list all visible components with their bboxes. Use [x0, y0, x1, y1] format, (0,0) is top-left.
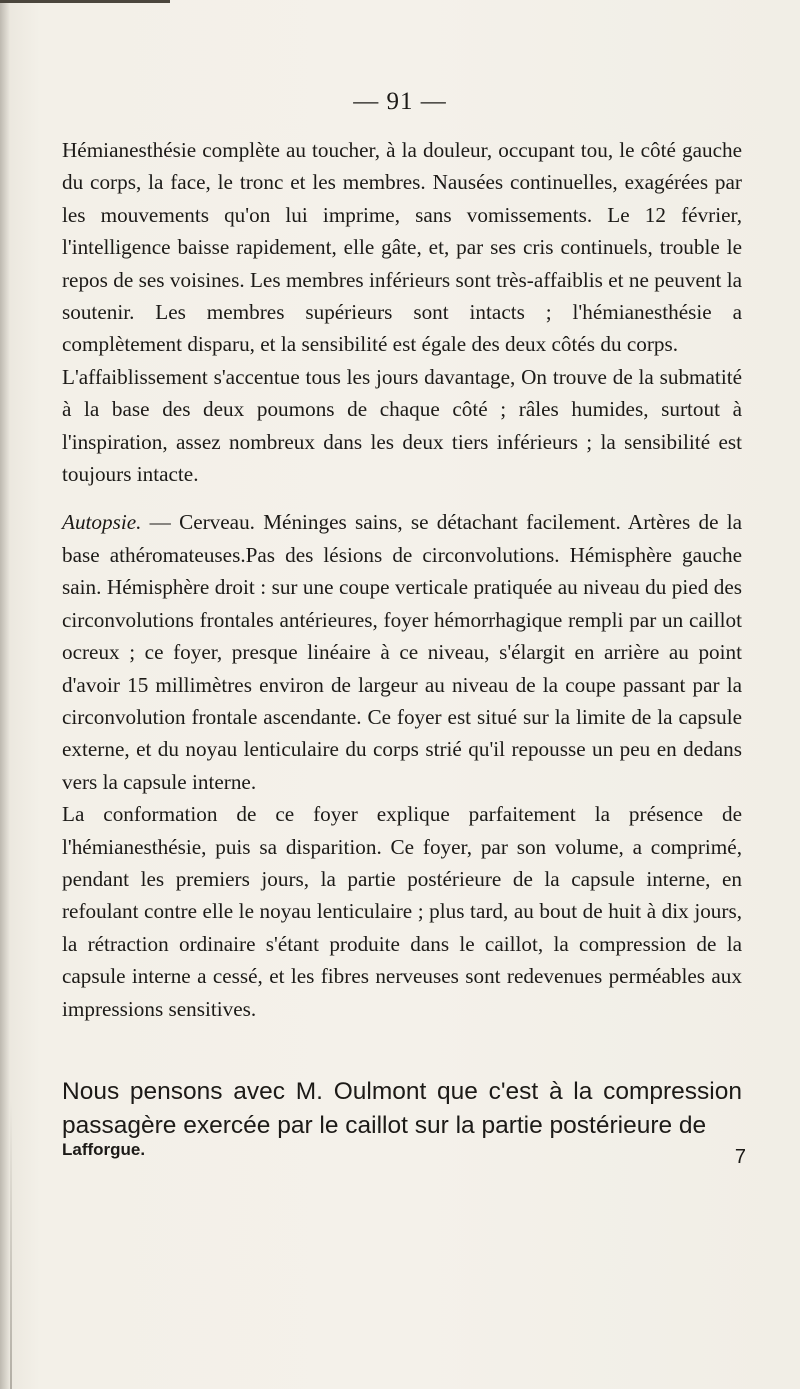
spine-shadow — [0, 0, 10, 1389]
top-rule — [0, 0, 170, 3]
body-text — [62, 134, 742, 1025]
paragraph-2 — [62, 361, 742, 491]
page-footer — [62, 1140, 752, 1169]
closing-paragraph — [62, 1075, 742, 1143]
paragraph-3 — [62, 506, 742, 798]
paragraph-1 — [62, 134, 742, 361]
autopsy-label: Autopsie. — [62, 510, 142, 535]
paragraph-3-text: — Cerveau. Méninges sains, se détachant facilement. Artères de la base athéromateuses.Pas des lésions de circonvolutions. Hémisphère gauche sain. Hémisphère droit : sur une coupe verticale pratiquée au niveau du pied des circonvolutions frontales antérieures, foyer hémorrhagique rempli par un caillot ocreux ; ce foyer, presque linéaire à ce niveau, s'élargit en arrière au point d'avoir 15 millimètres environ de largeur au niveau de la coupe passant par la circonvolution frontale ascendante. Ce foyer est situé sur la limite de la capsule externe, et du noyau lenticulaire du corps strié qu'il repousse un peu en dedans vers la capsule interne. — [62, 510, 742, 794]
paragraph-1-text: Hémianesthésie complète au toucher, à la douleur, occupant tou, le côté gauche du corps, la face, le tronc et les membres. Nausées continuelles, exagérées par les mouvements qu'on lui imprime, sans vomissements. Le 12 février, l'intelligence baisse rapidement, elle gâte, et, par ses cris continuels, trouble le repos de ses voisines. Les membres inférieurs sont très-affaiblis et ne peuvent la soutenir. Les membres supérieurs sont intacts ; l'hémianesthésie a complètement disparu, et la sensibilité est égale des deux côtés du corps. — [62, 138, 742, 357]
signature-mark: 7 — [734, 1146, 746, 1168]
closing-text: Nous pensons avec M. Oulmont que c'est à la compression passagère exercée par le caillot sur la partie postérieure de — [62, 1078, 742, 1139]
page-number: — 91 — — [353, 88, 447, 115]
paragraph-2-text: L'affaiblissement s'accentue tous les jours davantage, On trouve de la submatité à la base des deux poumons de chaque côté ; râles humides, surtout à l'inspiration, assez nombreux dans les deux tiers inférieurs ; la sensibilité est toujours intacte. — [62, 364, 742, 487]
margin-shadow — [10, 1100, 12, 1389]
footer-author: Lafforgue. — [62, 1140, 146, 1159]
paragraph-4 — [62, 798, 742, 1025]
paragraph-4-text: La conformation de ce foyer explique parfaitement la présence de l'hémianesthésie, puis sa disparition. Ce foyer, par son volume, a comprimé, pendant les premiers jours, la partie postérieure de la capsule interne, en refoulant contre elle le noyau lenticulaire ; plus tard, au bout de huit à dix jours, la rétraction ordinaire s'étant produite dans le caillot, la compression de la capsule interne a cessé, et les fibres nerveuses sont redevenues perméables aux impressions sensitives. — [62, 802, 742, 1021]
